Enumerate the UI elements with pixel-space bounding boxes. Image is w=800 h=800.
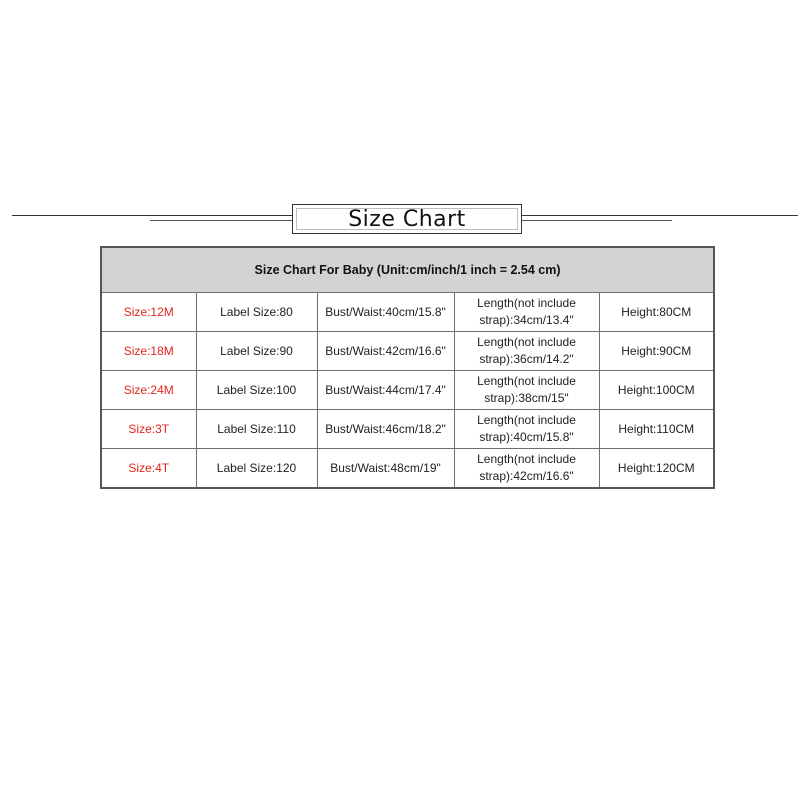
size-cell: Size:12M bbox=[101, 293, 196, 332]
length-cell: Length(not include strap):38cm/15" bbox=[454, 371, 599, 410]
label-size-cell: Label Size:80 bbox=[196, 293, 317, 332]
bust-waist-cell: Bust/Waist:46cm/18.2" bbox=[317, 410, 454, 449]
height-cell: Height:80CM bbox=[599, 293, 714, 332]
height-cell: Height:120CM bbox=[599, 449, 714, 489]
bust-waist-cell: Bust/Waist:42cm/16.6" bbox=[317, 332, 454, 371]
bust-waist-cell: Bust/Waist:48cm/19" bbox=[317, 449, 454, 489]
size-cell: Size:3T bbox=[101, 410, 196, 449]
table-row bbox=[101, 410, 714, 449]
length-cell: Length(not include strap):42cm/16.6" bbox=[454, 449, 599, 489]
length-cell: Length(not include strap):34cm/13.4" bbox=[454, 293, 599, 332]
header-rule-left-inner bbox=[150, 220, 292, 221]
size-chart-table bbox=[100, 246, 715, 489]
table-row bbox=[101, 371, 714, 410]
length-cell: Length(not include strap):36cm/14.2" bbox=[454, 332, 599, 371]
label-size-cell: Label Size:90 bbox=[196, 332, 317, 371]
height-cell: Height:100CM bbox=[599, 371, 714, 410]
header-rule-left bbox=[12, 215, 292, 216]
size-cell: Size:24M bbox=[101, 371, 196, 410]
size-cell: Size:18M bbox=[101, 332, 196, 371]
table-caption: Size Chart For Baby (Unit:cm/inch/1 inch = 2.54 cm) bbox=[101, 247, 714, 293]
height-cell: Height:110CM bbox=[599, 410, 714, 449]
table-caption-row bbox=[101, 247, 714, 293]
label-size-cell: Label Size:110 bbox=[196, 410, 317, 449]
height-cell: Height:90CM bbox=[599, 332, 714, 371]
label-size-cell: Label Size:120 bbox=[196, 449, 317, 489]
bust-waist-cell: Bust/Waist:40cm/15.8" bbox=[317, 293, 454, 332]
title-frame bbox=[292, 204, 522, 234]
bust-waist-cell: Bust/Waist:44cm/17.4" bbox=[317, 371, 454, 410]
header-rule-right-inner bbox=[522, 220, 672, 221]
table-row bbox=[101, 449, 714, 489]
page-title: Size Chart bbox=[296, 208, 518, 230]
label-size-cell: Label Size:100 bbox=[196, 371, 317, 410]
table-row bbox=[101, 332, 714, 371]
length-cell: Length(not include strap):40cm/15.8" bbox=[454, 410, 599, 449]
size-cell: Size:4T bbox=[101, 449, 196, 489]
table-row bbox=[101, 293, 714, 332]
header-rule-right bbox=[522, 215, 798, 216]
